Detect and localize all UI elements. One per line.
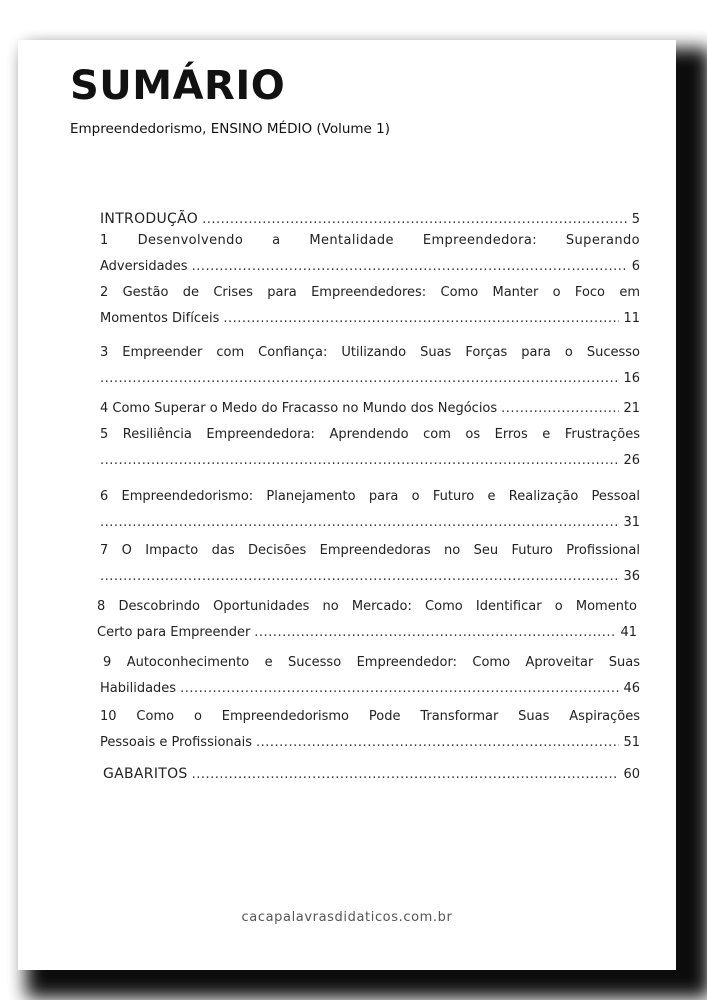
document-page <box>18 40 676 970</box>
dot-leader <box>223 306 619 332</box>
toc-page-number: 21 <box>623 401 640 416</box>
toc-line <box>100 510 640 536</box>
toc-entry-title: 4 Como Superar o Medo do Fracasso no Mundo dos Negócios <box>100 401 498 416</box>
toc-line: 9 Autoconhecimento e Sucesso Empreendedor: Como Aproveitar Suas <box>103 655 640 670</box>
toc-entry-3[interactable] <box>100 340 640 392</box>
toc-line <box>100 730 640 756</box>
toc-line: 5 Resiliência Empreendedora: Aprendendo com os Erros e Frustrações <box>100 427 640 442</box>
toc-line: 2 Gestão de Crises para Empreendedores: Como Manter o Foco em <box>100 285 640 300</box>
dot-leader <box>180 676 619 702</box>
toc-line: 7 O Impacto das Decisões Empreendedoras no Seu Futuro Profissional <box>100 543 640 558</box>
dot-leader <box>254 620 616 646</box>
toc-entry-title: INTRODUÇÃO <box>100 211 199 227</box>
toc-line <box>100 761 640 787</box>
toc-page-number: 6 <box>631 259 640 274</box>
toc-page-number: 36 <box>623 569 640 584</box>
toc-page-number: 16 <box>623 371 640 386</box>
page-title: SUMÁRIO <box>70 63 286 109</box>
toc-entry-5[interactable] <box>100 422 640 474</box>
toc-entry-9[interactable] <box>100 650 640 702</box>
toc-line: 6 Empreendedorismo: Planejamento para o Futuro e Realização Pessoal <box>100 489 640 504</box>
toc-entry-title: Certo para Empreender <box>97 625 251 640</box>
toc-entry-2[interactable] <box>100 280 640 332</box>
toc-line <box>97 620 637 646</box>
toc-page-number: 31 <box>623 515 640 530</box>
dot-leader <box>100 366 619 392</box>
toc-line: 1 Desenvolvendo a Mentalidade Empreendedora: Superando <box>100 233 640 248</box>
toc-line <box>100 396 640 422</box>
toc-page-number: 46 <box>623 681 640 696</box>
toc-page-number: 26 <box>623 453 640 468</box>
dot-leader <box>501 396 619 422</box>
toc-page-number: 60 <box>623 767 640 782</box>
dot-leader <box>100 564 619 590</box>
toc-entry-title: Pessoais e Profissionais <box>100 735 253 750</box>
toc-line: 8 Descobrindo Oportunidades no Mercado: Como Identificar o Momento <box>97 599 637 614</box>
toc-page-number: 41 <box>620 625 637 640</box>
dot-leader <box>100 448 619 474</box>
toc-line <box>100 676 640 702</box>
toc-line <box>100 448 640 474</box>
toc-entry-gabaritos[interactable] <box>100 761 640 787</box>
toc-line: 10 Como o Empreendedorismo Pode Transformar Suas Aspirações <box>100 709 640 724</box>
toc-line <box>100 306 640 332</box>
toc-entry-10[interactable] <box>100 704 640 756</box>
toc-entry-title: Habilidades <box>100 681 177 696</box>
toc-line: 3 Empreender com Confiança: Utilizando Suas Forças para o Sucesso <box>100 345 640 360</box>
toc-entry-7[interactable] <box>100 538 640 590</box>
footer-website: cacapalavrasdidaticos.com.br <box>241 910 453 925</box>
toc-entry-title: GABARITOS <box>103 766 188 782</box>
toc-entry-8[interactable] <box>97 594 637 646</box>
dot-leader <box>256 730 619 756</box>
page-subtitle: Empreendedorismo, ENSINO MÉDIO (Volume 1) <box>70 121 390 137</box>
toc-line <box>100 564 640 590</box>
dot-leader <box>192 762 620 788</box>
toc-page-number: 11 <box>623 311 640 326</box>
toc-page-number: 5 <box>631 212 640 227</box>
toc-page-number: 51 <box>623 735 640 750</box>
toc-line <box>100 366 640 392</box>
toc-entry-title: Momentos Difíceis <box>100 311 220 326</box>
toc-entry-1[interactable] <box>100 228 640 280</box>
toc-entry-title: Adversidades <box>100 259 188 274</box>
dot-leader <box>100 510 619 536</box>
dot-leader <box>192 254 628 280</box>
toc-entry-4[interactable] <box>100 396 640 422</box>
toc-entry-6[interactable] <box>100 484 640 536</box>
toc-line <box>100 254 640 280</box>
